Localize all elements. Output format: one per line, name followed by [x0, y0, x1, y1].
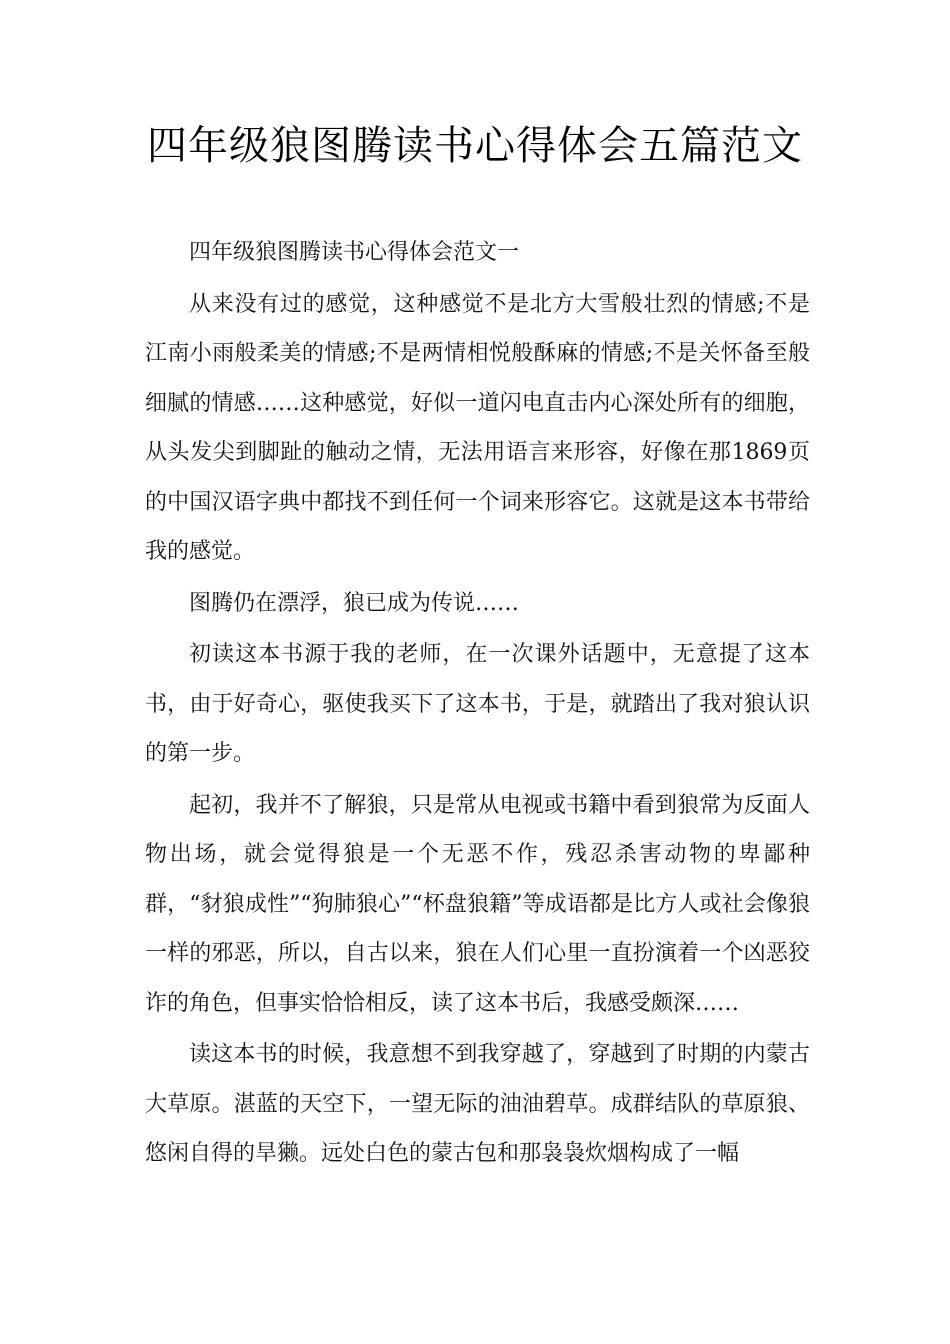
document-title: 四年级狼图腾读书心得体会五篇范文	[147, 123, 803, 169]
paragraph: 图腾仍在漂浮，狼已成为传说……	[189, 590, 520, 616]
paragraph-section-heading: 四年级狼图腾读书心得体会范文一	[189, 240, 520, 265]
document-body	[145, 228, 810, 1181]
paragraph: 初读这本书源于我的老师，在一次课外话题中，无意提了这本书，由于好奇心，驱使我买下了这本书，于是，就踏出了我对狼认识的第一步。	[145, 642, 810, 766]
paragraph: 从来没有过的感觉，这种感觉不是北方大雪般壮烈的情感;不是江南小雨般柔美的情感;不是两情相悦般酥麻的情感;不是关怀备至般细腻的情感……这种感觉，好似一道闪电直击内心深处所有的细胞，从头发尖到脚趾的触动之情，无法用语言来形容，好像在那1869页的中国汉语字典中都找不到任何一个词来形容它。这就是这本书带给我的感觉。	[145, 291, 810, 564]
paragraph: 起初，我并不了解狼，只是常从电视或书籍中看到狼常为反面人物出场，就会觉得狼是一个无恶不作，残忍杀害动物的卑鄙种群，“豺狼成性”“狗肺狼心”“杯盘狼籍”等成语都是比方人或社会像狼一样的邪恶，所以，自古以来，狼在人们心里一直扮演着一个凶恶狡诈的角色，但事实恰恰相反，读了这本书后，我感受颇深……	[145, 792, 810, 1016]
paragraph: 读这本书的时候，我意想不到我穿越了，穿越到了时期的内蒙古大草原。湛蓝的天空下，一望无际的油油碧草。成群结队的草原狼、悠闲自得的旱獭。远处白色的蒙古包和那袅袅炊烟构成了一幅	[145, 1042, 810, 1166]
